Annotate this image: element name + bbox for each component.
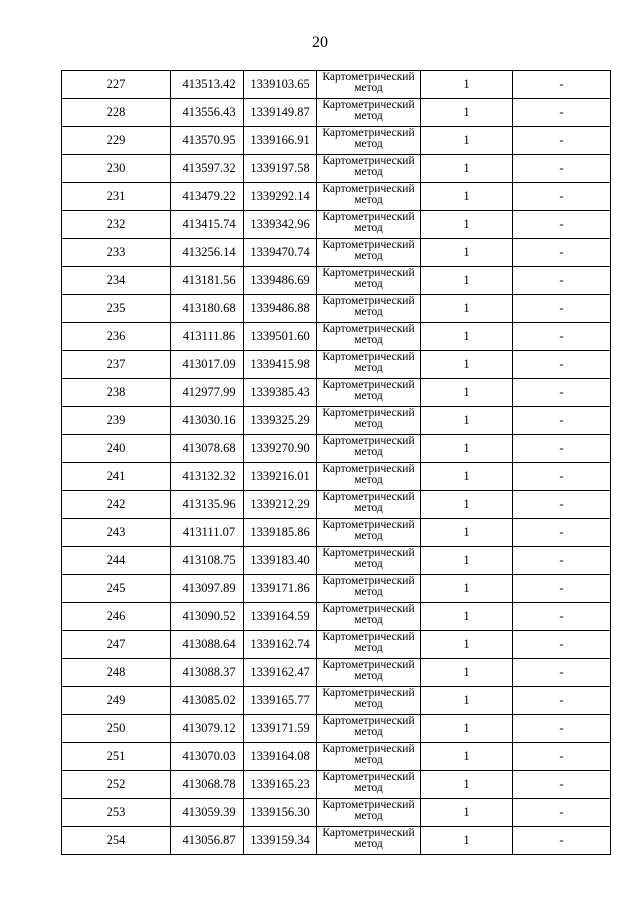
- method-line-1: Картометрический: [322, 267, 415, 279]
- point-number-cell: 251: [62, 743, 171, 771]
- method-line-1: Картометрический: [322, 463, 415, 475]
- method-cell: [317, 379, 421, 407]
- method-cell: [317, 155, 421, 183]
- note-cell: -: [513, 155, 611, 183]
- point-number-cell: 237: [62, 351, 171, 379]
- point-number-cell: 233: [62, 239, 171, 267]
- y-coordinate-cell: 1339325.29: [244, 407, 317, 435]
- point-number-cell: 246: [62, 603, 171, 631]
- method-line-1: Картометрический: [322, 407, 415, 419]
- point-number-cell: 232: [62, 211, 171, 239]
- x-coordinate-cell: 413111.86: [171, 323, 244, 351]
- method-line-2: метод: [354, 362, 383, 374]
- method-line-2: метод: [354, 502, 383, 514]
- y-coordinate-cell: 1339164.08: [244, 743, 317, 771]
- method-line-1: Картометрический: [322, 687, 415, 699]
- method-line-1: Картометрический: [322, 603, 415, 615]
- accuracy-cell: 1: [421, 323, 513, 351]
- method-line-1: Картометрический: [322, 71, 415, 83]
- method-cell: [317, 407, 421, 435]
- table-row: [62, 603, 611, 631]
- y-coordinate-cell: 1339162.74: [244, 631, 317, 659]
- note-cell: -: [513, 799, 611, 827]
- point-number-cell: 244: [62, 547, 171, 575]
- method-line-2: метод: [354, 82, 383, 94]
- method-cell: [317, 295, 421, 323]
- method-line-2: метод: [354, 138, 383, 150]
- table-row: [62, 239, 611, 267]
- table-row: [62, 491, 611, 519]
- method-line-1: Картометрический: [322, 519, 415, 531]
- accuracy-cell: 1: [421, 267, 513, 295]
- method-line-1: Картометрический: [322, 99, 415, 111]
- y-coordinate-cell: 1339501.60: [244, 323, 317, 351]
- x-coordinate-cell: 413070.03: [171, 743, 244, 771]
- table-row: [62, 407, 611, 435]
- x-coordinate-cell: 413256.14: [171, 239, 244, 267]
- method-line-1: Картометрический: [322, 547, 415, 559]
- method-line-1: Картометрический: [322, 771, 415, 783]
- y-coordinate-cell: 1339385.43: [244, 379, 317, 407]
- x-coordinate-cell: 412977.99: [171, 379, 244, 407]
- note-cell: -: [513, 687, 611, 715]
- method-line-1: Картометрический: [322, 491, 415, 503]
- method-line-2: метод: [354, 838, 383, 850]
- x-coordinate-cell: 413180.68: [171, 295, 244, 323]
- y-coordinate-cell: 1339171.59: [244, 715, 317, 743]
- point-number-cell: 239: [62, 407, 171, 435]
- method-line-2: метод: [354, 698, 383, 710]
- note-cell: -: [513, 435, 611, 463]
- table-row: [62, 659, 611, 687]
- table-row: [62, 183, 611, 211]
- x-coordinate-cell: 413017.09: [171, 351, 244, 379]
- method-line-1: Картометрический: [322, 351, 415, 363]
- method-line-2: метод: [354, 334, 383, 346]
- accuracy-cell: 1: [421, 575, 513, 603]
- note-cell: -: [513, 99, 611, 127]
- point-number-cell: 248: [62, 659, 171, 687]
- x-coordinate-cell: 413088.37: [171, 659, 244, 687]
- y-coordinate-cell: 1339162.47: [244, 659, 317, 687]
- method-line-1: Картометрический: [322, 323, 415, 335]
- accuracy-cell: 1: [421, 743, 513, 771]
- table-row: [62, 379, 611, 407]
- y-coordinate-cell: 1339270.90: [244, 435, 317, 463]
- method-line-1: Картометрический: [322, 379, 415, 391]
- method-line-1: Картометрический: [322, 295, 415, 307]
- x-coordinate-cell: 413415.74: [171, 211, 244, 239]
- x-coordinate-cell: 413085.02: [171, 687, 244, 715]
- table-row: [62, 71, 611, 99]
- method-cell: [317, 127, 421, 155]
- accuracy-cell: 1: [421, 379, 513, 407]
- method-line-2: метод: [354, 586, 383, 598]
- table-row: [62, 323, 611, 351]
- method-line-1: Картометрический: [322, 155, 415, 167]
- method-cell: [317, 575, 421, 603]
- method-line-1: Картометрический: [322, 715, 415, 727]
- point-number-cell: 236: [62, 323, 171, 351]
- table-row: [62, 519, 611, 547]
- method-line-2: метод: [354, 446, 383, 458]
- method-cell: [317, 631, 421, 659]
- table-row: [62, 827, 611, 855]
- note-cell: -: [513, 603, 611, 631]
- y-coordinate-cell: 1339165.23: [244, 771, 317, 799]
- accuracy-cell: 1: [421, 827, 513, 855]
- x-coordinate-cell: 413059.39: [171, 799, 244, 827]
- point-number-cell: 245: [62, 575, 171, 603]
- accuracy-cell: 1: [421, 519, 513, 547]
- point-number-cell: 252: [62, 771, 171, 799]
- method-line-1: Картометрический: [322, 183, 415, 195]
- method-line-2: метод: [354, 166, 383, 178]
- method-line-2: метод: [354, 558, 383, 570]
- y-coordinate-cell: 1339156.30: [244, 799, 317, 827]
- y-coordinate-cell: 1339164.59: [244, 603, 317, 631]
- note-cell: -: [513, 631, 611, 659]
- x-coordinate-cell: 413097.89: [171, 575, 244, 603]
- point-number-cell: 235: [62, 295, 171, 323]
- method-cell: [317, 99, 421, 127]
- table-row: [62, 155, 611, 183]
- method-cell: [317, 687, 421, 715]
- table-row: [62, 687, 611, 715]
- point-number-cell: 228: [62, 99, 171, 127]
- method-cell: [317, 211, 421, 239]
- note-cell: -: [513, 127, 611, 155]
- method-line-1: Картометрический: [322, 743, 415, 755]
- accuracy-cell: 1: [421, 99, 513, 127]
- x-coordinate-cell: 413056.87: [171, 827, 244, 855]
- x-coordinate-cell: 413513.42: [171, 71, 244, 99]
- method-cell: [317, 659, 421, 687]
- method-cell: [317, 547, 421, 575]
- point-number-cell: 243: [62, 519, 171, 547]
- note-cell: -: [513, 323, 611, 351]
- note-cell: -: [513, 743, 611, 771]
- method-line-2: метод: [354, 278, 383, 290]
- coordinates-table: [61, 70, 611, 855]
- accuracy-cell: 1: [421, 491, 513, 519]
- note-cell: -: [513, 295, 611, 323]
- x-coordinate-cell: 413111.07: [171, 519, 244, 547]
- table-row: [62, 463, 611, 491]
- method-cell: [317, 351, 421, 379]
- method-line-1: Картометрический: [322, 239, 415, 251]
- point-number-cell: 231: [62, 183, 171, 211]
- note-cell: -: [513, 547, 611, 575]
- method-line-2: метод: [354, 194, 383, 206]
- method-line-1: Картометрический: [322, 827, 415, 839]
- y-coordinate-cell: 1339185.86: [244, 519, 317, 547]
- y-coordinate-cell: 1339166.91: [244, 127, 317, 155]
- x-coordinate-cell: 413108.75: [171, 547, 244, 575]
- method-cell: [317, 183, 421, 211]
- accuracy-cell: 1: [421, 547, 513, 575]
- point-number-cell: 241: [62, 463, 171, 491]
- method-line-1: Картометрический: [322, 631, 415, 643]
- accuracy-cell: 1: [421, 183, 513, 211]
- method-cell: [317, 491, 421, 519]
- note-cell: -: [513, 407, 611, 435]
- method-line-2: метод: [354, 222, 383, 234]
- accuracy-cell: 1: [421, 295, 513, 323]
- accuracy-cell: 1: [421, 351, 513, 379]
- note-cell: -: [513, 771, 611, 799]
- y-coordinate-cell: 1339342.96: [244, 211, 317, 239]
- x-coordinate-cell: 413135.96: [171, 491, 244, 519]
- y-coordinate-cell: 1339212.29: [244, 491, 317, 519]
- y-coordinate-cell: 1339486.69: [244, 267, 317, 295]
- method-cell: [317, 743, 421, 771]
- y-coordinate-cell: 1339197.58: [244, 155, 317, 183]
- method-cell: [317, 239, 421, 267]
- method-cell: [317, 267, 421, 295]
- table-row: [62, 267, 611, 295]
- table-row: [62, 295, 611, 323]
- point-number-cell: 253: [62, 799, 171, 827]
- point-number-cell: 250: [62, 715, 171, 743]
- point-number-cell: 234: [62, 267, 171, 295]
- method-cell: [317, 799, 421, 827]
- accuracy-cell: 1: [421, 603, 513, 631]
- x-coordinate-cell: 413181.56: [171, 267, 244, 295]
- table-row: [62, 771, 611, 799]
- page-number: 20: [312, 34, 328, 51]
- method-line-1: Картометрический: [322, 127, 415, 139]
- method-line-1: Картометрический: [322, 575, 415, 587]
- accuracy-cell: 1: [421, 659, 513, 687]
- table-row: [62, 351, 611, 379]
- y-coordinate-cell: 1339159.34: [244, 827, 317, 855]
- note-cell: -: [513, 211, 611, 239]
- y-coordinate-cell: 1339292.14: [244, 183, 317, 211]
- x-coordinate-cell: 413079.12: [171, 715, 244, 743]
- y-coordinate-cell: 1339470.74: [244, 239, 317, 267]
- point-number-cell: 247: [62, 631, 171, 659]
- table-row: [62, 127, 611, 155]
- method-cell: [317, 463, 421, 491]
- method-cell: [317, 827, 421, 855]
- x-coordinate-cell: 413570.95: [171, 127, 244, 155]
- accuracy-cell: 1: [421, 407, 513, 435]
- accuracy-cell: 1: [421, 435, 513, 463]
- table-row: [62, 435, 611, 463]
- method-cell: [317, 715, 421, 743]
- note-cell: -: [513, 463, 611, 491]
- method-cell: [317, 435, 421, 463]
- accuracy-cell: 1: [421, 211, 513, 239]
- x-coordinate-cell: 413132.32: [171, 463, 244, 491]
- method-line-2: метод: [354, 418, 383, 430]
- y-coordinate-cell: 1339171.86: [244, 575, 317, 603]
- x-coordinate-cell: 413556.43: [171, 99, 244, 127]
- point-number-cell: 240: [62, 435, 171, 463]
- method-cell: [317, 323, 421, 351]
- method-line-1: Картометрический: [322, 211, 415, 223]
- note-cell: -: [513, 519, 611, 547]
- table-row: [62, 631, 611, 659]
- method-line-2: метод: [354, 670, 383, 682]
- accuracy-cell: 1: [421, 771, 513, 799]
- x-coordinate-cell: 413479.22: [171, 183, 244, 211]
- point-number-cell: 230: [62, 155, 171, 183]
- coordinates-table-body: [62, 71, 611, 855]
- method-cell: [317, 771, 421, 799]
- table-row: [62, 575, 611, 603]
- method-line-2: метод: [354, 474, 383, 486]
- table-row: [62, 99, 611, 127]
- point-number-cell: 249: [62, 687, 171, 715]
- accuracy-cell: 1: [421, 799, 513, 827]
- point-number-cell: 242: [62, 491, 171, 519]
- point-number-cell: 254: [62, 827, 171, 855]
- y-coordinate-cell: 1339149.87: [244, 99, 317, 127]
- y-coordinate-cell: 1339103.65: [244, 71, 317, 99]
- note-cell: -: [513, 827, 611, 855]
- note-cell: -: [513, 71, 611, 99]
- method-line-2: метод: [354, 390, 383, 402]
- y-coordinate-cell: 1339486.88: [244, 295, 317, 323]
- y-coordinate-cell: 1339216.01: [244, 463, 317, 491]
- x-coordinate-cell: 413090.52: [171, 603, 244, 631]
- method-cell: [317, 519, 421, 547]
- accuracy-cell: 1: [421, 687, 513, 715]
- note-cell: -: [513, 715, 611, 743]
- method-line-2: метод: [354, 530, 383, 542]
- method-line-2: метод: [354, 810, 383, 822]
- y-coordinate-cell: 1339415.98: [244, 351, 317, 379]
- x-coordinate-cell: 413088.64: [171, 631, 244, 659]
- table-row: [62, 715, 611, 743]
- accuracy-cell: 1: [421, 71, 513, 99]
- accuracy-cell: 1: [421, 127, 513, 155]
- note-cell: -: [513, 239, 611, 267]
- note-cell: -: [513, 267, 611, 295]
- note-cell: -: [513, 183, 611, 211]
- table-row: [62, 211, 611, 239]
- note-cell: -: [513, 575, 611, 603]
- table-row: [62, 547, 611, 575]
- method-line-2: метод: [354, 110, 383, 122]
- x-coordinate-cell: 413078.68: [171, 435, 244, 463]
- x-coordinate-cell: 413068.78: [171, 771, 244, 799]
- note-cell: -: [513, 491, 611, 519]
- method-line-2: метод: [354, 642, 383, 654]
- method-line-1: Картометрический: [322, 799, 415, 811]
- y-coordinate-cell: 1339183.40: [244, 547, 317, 575]
- note-cell: -: [513, 659, 611, 687]
- method-line-2: метод: [354, 782, 383, 794]
- accuracy-cell: 1: [421, 715, 513, 743]
- note-cell: -: [513, 351, 611, 379]
- point-number-cell: 238: [62, 379, 171, 407]
- method-line-2: метод: [354, 726, 383, 738]
- accuracy-cell: 1: [421, 239, 513, 267]
- method-line-2: метод: [354, 250, 383, 262]
- table-row: [62, 743, 611, 771]
- method-line-1: Картометрический: [322, 435, 415, 447]
- accuracy-cell: 1: [421, 631, 513, 659]
- note-cell: -: [513, 379, 611, 407]
- method-cell: [317, 603, 421, 631]
- method-line-2: метод: [354, 754, 383, 766]
- point-number-cell: 227: [62, 71, 171, 99]
- method-cell: [317, 71, 421, 99]
- point-number-cell: 229: [62, 127, 171, 155]
- y-coordinate-cell: 1339165.77: [244, 687, 317, 715]
- method-line-2: метод: [354, 306, 383, 318]
- method-line-1: Картометрический: [322, 659, 415, 671]
- table-row: [62, 799, 611, 827]
- accuracy-cell: 1: [421, 463, 513, 491]
- x-coordinate-cell: 413597.32: [171, 155, 244, 183]
- x-coordinate-cell: 413030.16: [171, 407, 244, 435]
- accuracy-cell: 1: [421, 155, 513, 183]
- method-line-2: метод: [354, 614, 383, 626]
